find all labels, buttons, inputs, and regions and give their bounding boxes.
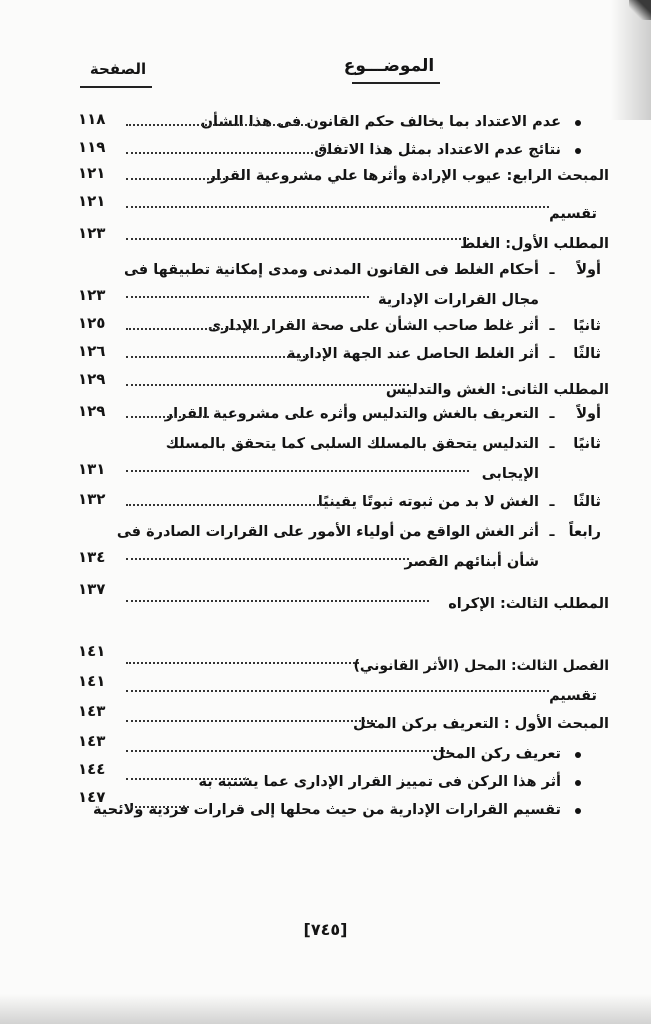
leader-dots	[126, 384, 409, 386]
bullet-icon	[575, 148, 581, 154]
entry-title: أحكام الغلط فى القانون المدنى ومدى إمكانية تطبيقها فى	[123, 262, 539, 278]
leader-dots	[126, 662, 359, 664]
topic-column-header: الموضـــوع	[343, 56, 435, 76]
leader-dots	[126, 504, 339, 506]
entry-prefix: ثالثًا	[573, 494, 601, 510]
leader-dots	[126, 206, 549, 208]
entry-page-number: ١٢٥	[78, 314, 106, 332]
entry-title: عيوب الإرادة وأثرها علي مشروعية القرار	[207, 168, 502, 184]
entry-page-number: ١٢١	[78, 164, 106, 182]
entry-page-number: ١٤١	[78, 642, 106, 660]
entry-title: تعريف ركن المحل	[432, 746, 561, 762]
toc-entry[interactable]	[78, 110, 609, 138]
entry-page-number: ١٣٢	[78, 490, 106, 508]
dash: ـ	[549, 318, 555, 334]
toc-entry[interactable]	[78, 164, 609, 192]
entry-page-number: ١٢١	[78, 192, 106, 210]
entry-title: نتائج عدم الاعتداد بمثل هذا الاتفاق	[314, 142, 561, 158]
entry-prefix: المبحث الرابع:	[506, 168, 609, 184]
leader-dots	[126, 778, 249, 780]
entry-prefix: أولاً	[576, 406, 601, 422]
entry-page-number: ١٣١	[78, 460, 106, 478]
entry-title: الإكراه	[448, 596, 495, 612]
toc-entry[interactable]	[78, 138, 609, 166]
entry-title: أثر الغلط الحاصل عند الجهة الإدارية	[286, 346, 539, 362]
entry-title: الغلط	[460, 236, 501, 252]
dash: ـ	[549, 406, 555, 422]
toc-entry[interactable]	[78, 436, 609, 488]
entry-page-number: ١٢٩	[78, 370, 106, 388]
entry-title: أثر غلط صاحب الشأن على صحة القرار الإدارى	[207, 318, 539, 334]
leader-dots	[126, 178, 229, 180]
page-header-underline	[80, 86, 152, 88]
toc-entry[interactable]	[78, 642, 609, 674]
dash: ـ	[549, 262, 555, 278]
toc-entry[interactable]	[78, 342, 609, 370]
entry-prefix: ثانيًا	[573, 318, 601, 334]
dash: ـ	[549, 494, 555, 510]
bullet-icon	[575, 808, 581, 814]
entry-prefix: ثانيًا	[573, 436, 601, 452]
entry-title: التعريف بركن المحل	[352, 716, 499, 732]
leader-dots	[126, 152, 341, 154]
leader-dots	[126, 806, 189, 808]
leader-dots	[126, 238, 469, 240]
entry-page-number: ١٤٧	[78, 788, 106, 806]
leader-dots	[126, 296, 369, 298]
leader-dots	[126, 750, 449, 752]
entry-prefix: المبحث الأول :	[503, 716, 609, 732]
entry-page-number: ١١٩	[78, 138, 106, 156]
dash: ـ	[549, 346, 555, 362]
entry-title: التدليس يتحقق بالمسلك السلبى كما يتحقق بالمسلك	[165, 436, 539, 452]
leader-dots	[126, 720, 377, 722]
entry-title: أثر هذا الركن فى تمييز القرار الإدارى عما يشتبه به	[198, 774, 561, 790]
toc-entry[interactable]	[78, 580, 609, 612]
toc-entry[interactable]	[78, 224, 609, 252]
entry-page-number: ١٣٧	[78, 580, 106, 598]
bullet-icon	[575, 752, 581, 758]
toc-entry[interactable]	[78, 732, 609, 762]
entry-page-number: ١٤٤	[78, 760, 106, 778]
entry-page-number: ١٢٣	[78, 224, 106, 242]
toc-entry[interactable]	[78, 760, 609, 790]
page-number-footer: [٧٤٥]	[303, 920, 348, 939]
entry-prefix: المطلب الأول:	[505, 236, 609, 252]
page-column-header: الصفحة	[89, 60, 147, 78]
leader-dots	[126, 328, 259, 330]
leader-dots	[126, 600, 429, 602]
entry-title: تقسيم	[549, 206, 597, 222]
toc-entry[interactable]	[78, 402, 609, 430]
bullet-icon	[575, 780, 581, 786]
topic-header-underline	[352, 82, 440, 84]
leader-dots	[126, 124, 307, 126]
entry-page-number: ١١٨	[78, 110, 106, 128]
bullet-icon	[575, 120, 581, 126]
leader-dots	[126, 416, 209, 418]
entry-title: تقسيم	[549, 688, 597, 704]
entry-prefix: المطلب الثالث:	[500, 596, 609, 612]
leader-dots	[126, 690, 549, 692]
toc-entry[interactable]	[78, 524, 609, 576]
toc-entry[interactable]	[78, 314, 609, 342]
chapter-title: الفصل الثالث: المحل (الأثر القانوني)	[353, 658, 609, 674]
entry-page-number: ١٢٣	[78, 286, 106, 304]
entry-page-number: ١٣٤	[78, 548, 106, 566]
entry-page-number: ١٢٦	[78, 342, 106, 360]
entry-title-continuation: مجال القرارات الإدارية	[377, 292, 539, 308]
entry-prefix: المطلب الثانى:	[500, 382, 609, 398]
toc-entry[interactable]	[78, 672, 609, 704]
leader-dots	[126, 470, 469, 472]
entry-title: عدم الاعتداد بما يخالف حكم القانون فى هذا الشأن	[200, 114, 561, 130]
entry-title-continuation: شأن أبنائهم القصر	[404, 554, 539, 570]
dash: ـ	[549, 436, 555, 452]
entry-prefix: أولاً	[576, 262, 601, 278]
entry-title-continuation: الإيجابى	[481, 466, 539, 482]
leader-dots	[126, 558, 409, 560]
entry-title: أثر الغش الواقع من أولياء الأمور على القرارات الصادرة فى	[116, 524, 539, 540]
toc-entry[interactable]	[78, 702, 609, 732]
toc-entry[interactable]	[78, 192, 609, 222]
entry-page-number: ١٤٣	[78, 702, 106, 720]
entry-page-number: ١٢٩	[78, 402, 106, 420]
entry-title: الغش والتدليس	[385, 382, 496, 398]
entry-prefix: ثالثًا	[573, 346, 601, 362]
toc-entry[interactable]	[78, 788, 609, 818]
toc-entry[interactable]	[78, 262, 609, 314]
dash: ـ	[549, 524, 555, 540]
entry-page-number: ١٤١	[78, 672, 106, 690]
entry-title: تقسيم القرارات الإدارية من حيث محلها إلى قرارات فردية ولائحية	[92, 802, 561, 818]
entry-prefix: رابعاً	[568, 524, 601, 540]
toc-entry[interactable]	[78, 370, 609, 398]
entry-title: الغش لا بد من ثبوته ثبوتًا يقينيًا	[317, 494, 539, 510]
toc-entry[interactable]	[78, 490, 609, 518]
entry-title: التعريف بالغش والتدليس وأثره على مشروعية القرار	[164, 406, 539, 422]
leader-dots	[126, 356, 309, 358]
entry-page-number: ١٤٣	[78, 732, 106, 750]
